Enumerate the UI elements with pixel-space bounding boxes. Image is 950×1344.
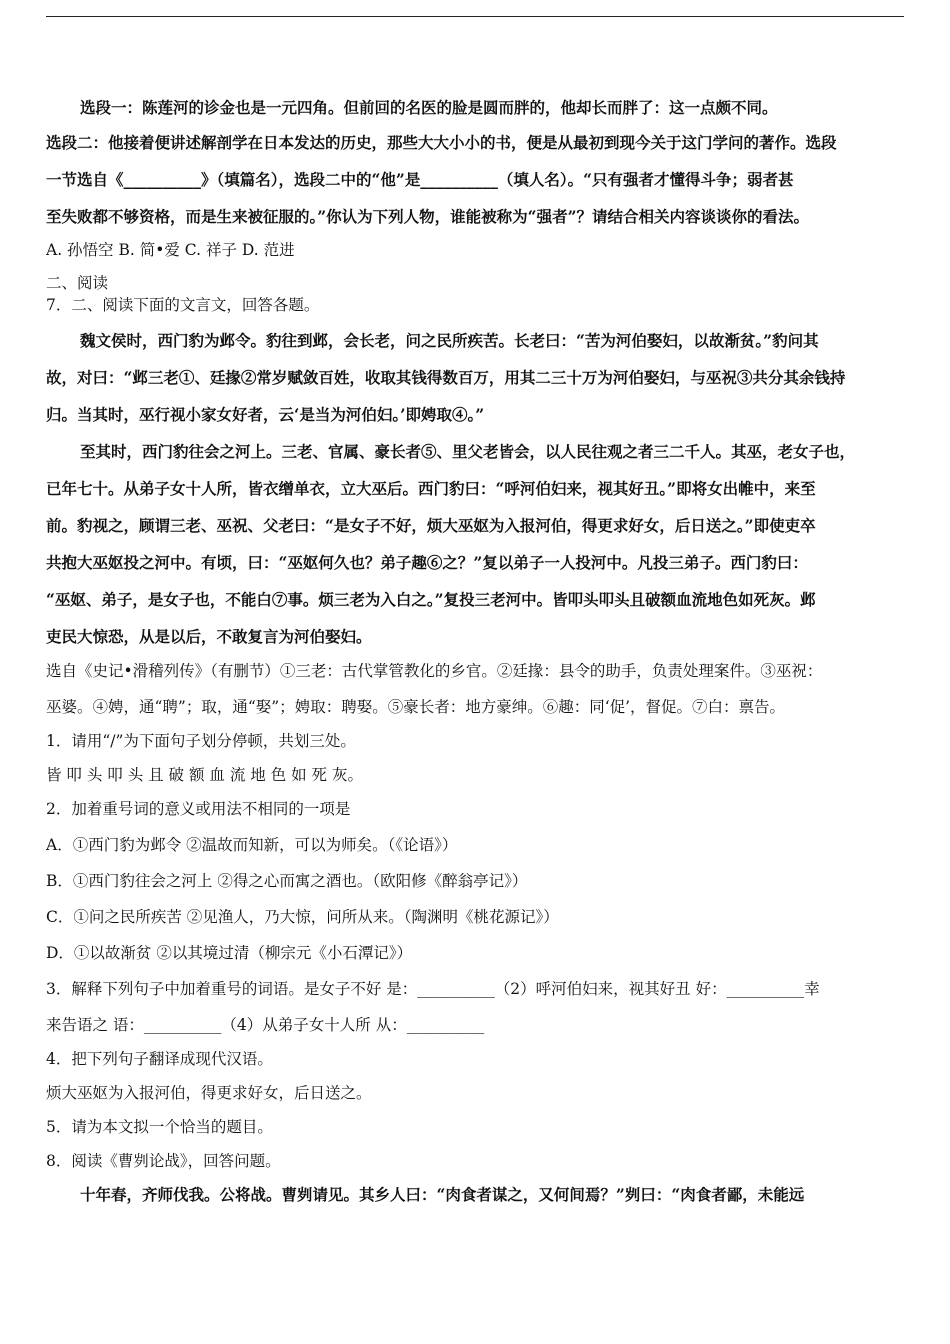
passage-line: 至其时，西门豹往会之河上。三老、官属、豪长者⑤、里父老皆会，以人民往观之者三二千人。其巫，老女子也， xyxy=(80,442,856,461)
question-1-line: 1．请用“/”为下面句子划分停顿，共划三处。 xyxy=(46,732,356,750)
source-note-line: 巫婆。④娉，通“聘”；取，通“娶”；娉取：聘娶。⑤豪长者：地方豪绅。⑥趣：同‘促’，督促。⑦白：禀告。 xyxy=(46,698,786,716)
sentence-line: 烦大巫妪为入报河伯，得更求好女，后日送之。 xyxy=(46,1084,372,1102)
option-d-line: D．①以故渐贫 ②以其境过清（柳宗元《小石潭记》） xyxy=(46,944,413,962)
options-line: A. 孙悟空 B. 简•爱 C. 祥子 D. 范进 xyxy=(46,241,295,259)
passage-line: “巫妪、弟子，是女子也，不能白⑦事。烦三老为入白之。”复投三老河中。皆叩头叩头且破额血流地色如死灰。邺 xyxy=(46,590,816,609)
passage-line: 前。豹视之，顾谓三老、巫祝、父老曰：“是女子不好，烦大巫妪为入报河伯，得更求好女，后日送之。”即使吏卒 xyxy=(46,516,816,535)
question-5-line: 5．请为本文拟一个恰当的题目。 xyxy=(46,1118,273,1136)
question-3-line: 来告语之 语：__________（4）从弟子女十人所 从：__________ xyxy=(46,1016,485,1034)
header-rule xyxy=(46,16,904,17)
sentence-line: 皆 叩 头 叩 头 且 破 额 血 流 地 色 如 死 灰。 xyxy=(46,766,363,784)
source-note-line: 选自《史记•滑稽列传》（有删节）①三老：古代掌管教化的乡官。②廷掾：县令的助手，负责处理案件。③巫祝： xyxy=(46,662,823,680)
passage-line: 归。当其时，巫行视小家女好者，云‘是当为河伯妇。’即娉取④。” xyxy=(46,405,485,424)
excerpt-1-line: 选段一：陈莲河的诊金也是一元四角。但前回的名医的脸是圆而胖的，他却长而胖了：这一点颇不同。 xyxy=(80,98,778,117)
passage-line: 共抱大巫妪投之河中。有顷，曰：“巫妪何久也？弟子趣⑥之？”复以弟子一人投河中。凡投三弟子。西门豹曰： xyxy=(46,553,808,572)
question-line: 至失败都不够资格，而是生来被征服的。”你认为下列人物，谁能被称为“强者”？请结合相关内容谈谈你的看法。 xyxy=(46,207,810,226)
question-4-line: 4．把下列句子翻译成现代汉语。 xyxy=(46,1050,273,1068)
question-3-line: 3．解释下列句子中加着重号的词语。是女子不好 是：__________（2）呼河伯妇来，视其好丑 好：__________幸 xyxy=(46,980,820,998)
option-a-line: A．①西门豹为邺令 ②温故而知新，可以为师矣。（《论语》） xyxy=(46,836,458,854)
excerpt-2-line: 选段二：他接着便讲述解剖学在日本发达的历史，那些大大小小的书，便是从最初到现今关于这门学问的著作。选段 xyxy=(46,133,837,152)
question-8-line: 8．阅读《曹刿论战》，回答问题。 xyxy=(46,1152,281,1170)
document-page xyxy=(46,96,904,1207)
question-2-line: 2．加着重号词的意义或用法不相同的一项是 xyxy=(46,800,351,818)
passage-line: 魏文侯时，西门豹为邺令。豹往到邺，会长老，问之民所疾苦。长老曰：“苦为河伯娶妇，以故渐贫。”豹问其 xyxy=(80,331,819,350)
fill-blank-line: 一节选自《__________》（填篇名），选段二中的“他”是__________（填人名）。“只有强者才懂得斗争；弱者甚 xyxy=(46,170,794,189)
passage-line: 十年春，齐师伐我。公将战。曹刿请见。其乡人曰：“肉食者谋之，又何间焉？”刿曰：“肉食者鄙，未能远 xyxy=(80,1185,805,1204)
option-b-line: B．①西门豹往会之河上 ②得之心而寓之酒也。（欧阳修《醉翁亭记》） xyxy=(46,872,528,890)
passage-line: 已年七十。从弟子女十人所，皆衣缯单衣，立大巫后。西门豹曰：“呼河伯妇来，视其好丑。”即将女出帷中，来至 xyxy=(46,479,816,498)
question-7-heading: 7．二、阅读下面的文言文，回答各题。 xyxy=(46,296,320,314)
section-heading: 二、阅读 xyxy=(46,274,109,292)
passage-line: 故，对曰：“邺三老①、廷掾②常岁赋敛百姓，收取其钱得数百万，用其二三十万为河伯娶妇，与巫祝③共分其余钱持 xyxy=(46,368,846,387)
passage-line: 吏民大惊恐，从是以后，不敢复言为河伯娶妇。 xyxy=(46,627,372,646)
option-c-line: C．①问之民所疾苦 ②见渔人，乃大惊，问所从来。（陶渊明《桃花源记》） xyxy=(46,908,559,926)
